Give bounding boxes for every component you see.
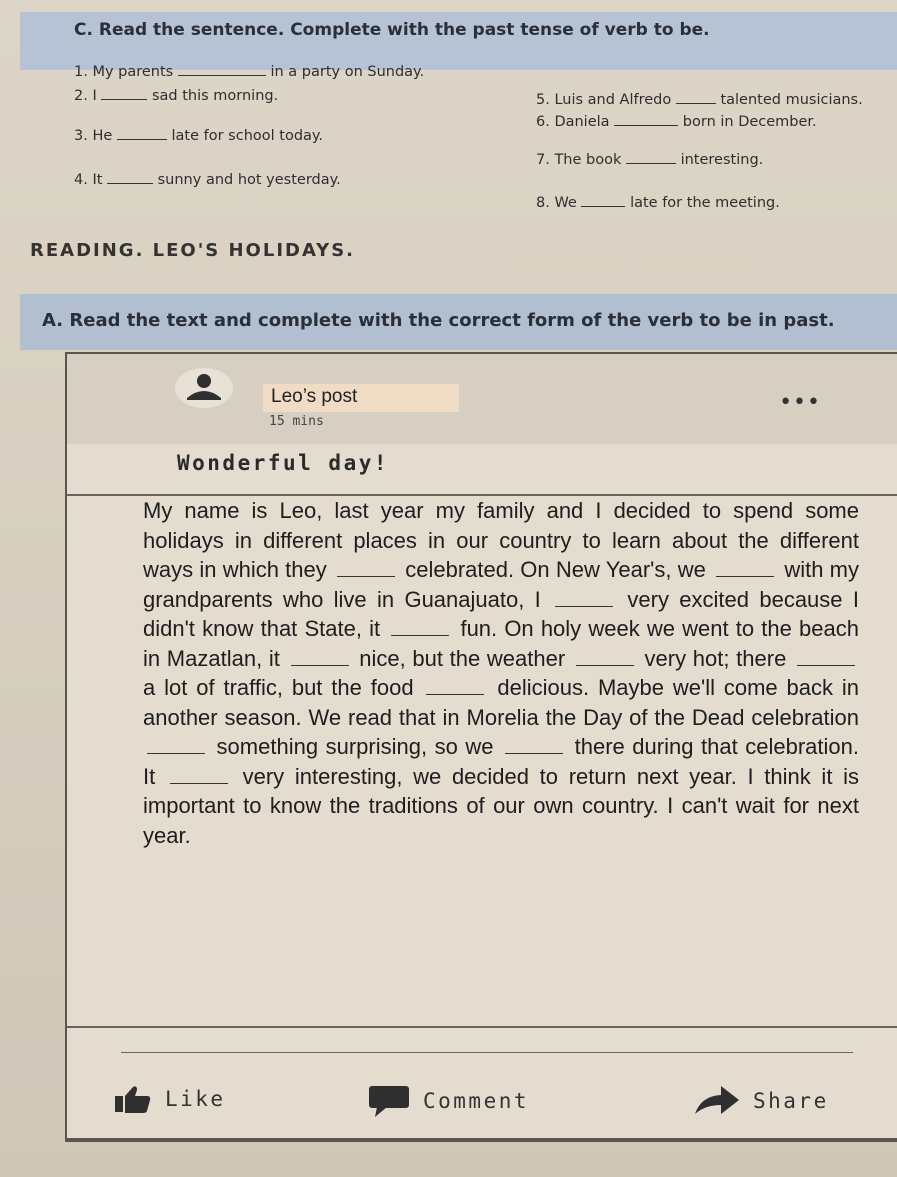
comment-button[interactable]: Comment: [367, 1084, 529, 1118]
avatar-icon[interactable]: [175, 368, 233, 408]
thumbs-up-icon: [113, 1084, 153, 1114]
blank-1[interactable]: [178, 75, 266, 76]
passage-blank[interactable]: [337, 576, 395, 577]
post-title: Wonderful day!: [177, 451, 390, 475]
blank-5[interactable]: [676, 103, 716, 104]
reading-title: READING. LEO'S HOLIDAYS.: [30, 240, 355, 261]
sentence-1: 1. My parents in a party on Sunday.: [74, 64, 425, 80]
passage-blank[interactable]: [505, 753, 563, 754]
blank-6[interactable]: [614, 125, 678, 126]
exercise-a-title: A. Read the text and complete with the correct form of the verb to be in past.: [42, 310, 835, 331]
sentence-7: 7. The book interesting.: [536, 152, 764, 168]
passage-blank[interactable]: [170, 783, 228, 784]
blank-3[interactable]: [117, 139, 167, 140]
passage-blank[interactable]: [147, 753, 205, 754]
post-body: My name is Leo, last year my family and I decided to spend some holidays in different places in our country to learn about the different ways in which they celebrated. On New Year's, we with my grandparents who live in Guanajuato, I very excited because I didn't know that State, it fun. On holy week we went to the beach in Mazatlan, it nice, but the weather very hot; there a lot of traffic, but the food delicious. Maybe we'll come back in another season. We read that in Morelia the Day of the Dead celebration something surprising, so we there during that celebration. It very interesting, we decided to return next year. I think it is important to know the traditions of our own country. I can't wait for next year.: [143, 498, 859, 848]
blank-4[interactable]: [107, 183, 153, 184]
blank-7[interactable]: [626, 163, 676, 164]
divider: [65, 1140, 897, 1142]
divider: [67, 1026, 897, 1028]
comment-bubble-icon: [367, 1084, 411, 1118]
sentence-6: 6. Daniela born in December.: [536, 114, 817, 130]
passage-blank[interactable]: [291, 665, 349, 666]
share-button[interactable]: Share: [693, 1084, 829, 1118]
sentence-2: 2. I sad this morning.: [74, 88, 279, 104]
passage-blank[interactable]: [426, 694, 484, 695]
blank-8[interactable]: [581, 206, 625, 207]
social-post-card: [65, 352, 897, 1140]
sentence-8: 8. We late for the meeting.: [536, 195, 780, 211]
more-options-icon[interactable]: •••: [779, 390, 821, 415]
passage-blank[interactable]: [576, 665, 634, 666]
divider: [121, 1052, 853, 1053]
like-button[interactable]: Like: [113, 1084, 226, 1114]
sentence-5: 5. Luis and Alfredo talented musicians.: [536, 92, 863, 108]
blank-2[interactable]: [101, 99, 147, 100]
passage-blank[interactable]: [555, 606, 613, 607]
sentence-4: 4. It sunny and hot yesterday.: [74, 172, 341, 188]
passage-blank[interactable]: [716, 576, 774, 577]
post-timestamp: 15 mins: [269, 414, 324, 429]
passage-blank[interactable]: [391, 635, 449, 636]
exercise-c-title: C. Read the sentence. Complete with the past tense of verb to be.: [74, 20, 710, 40]
post-author[interactable]: Leo’s post: [263, 384, 459, 412]
share-arrow-icon: [693, 1084, 741, 1118]
sentence-3: 3. He late for school today.: [74, 128, 324, 144]
passage-blank[interactable]: [797, 665, 855, 666]
